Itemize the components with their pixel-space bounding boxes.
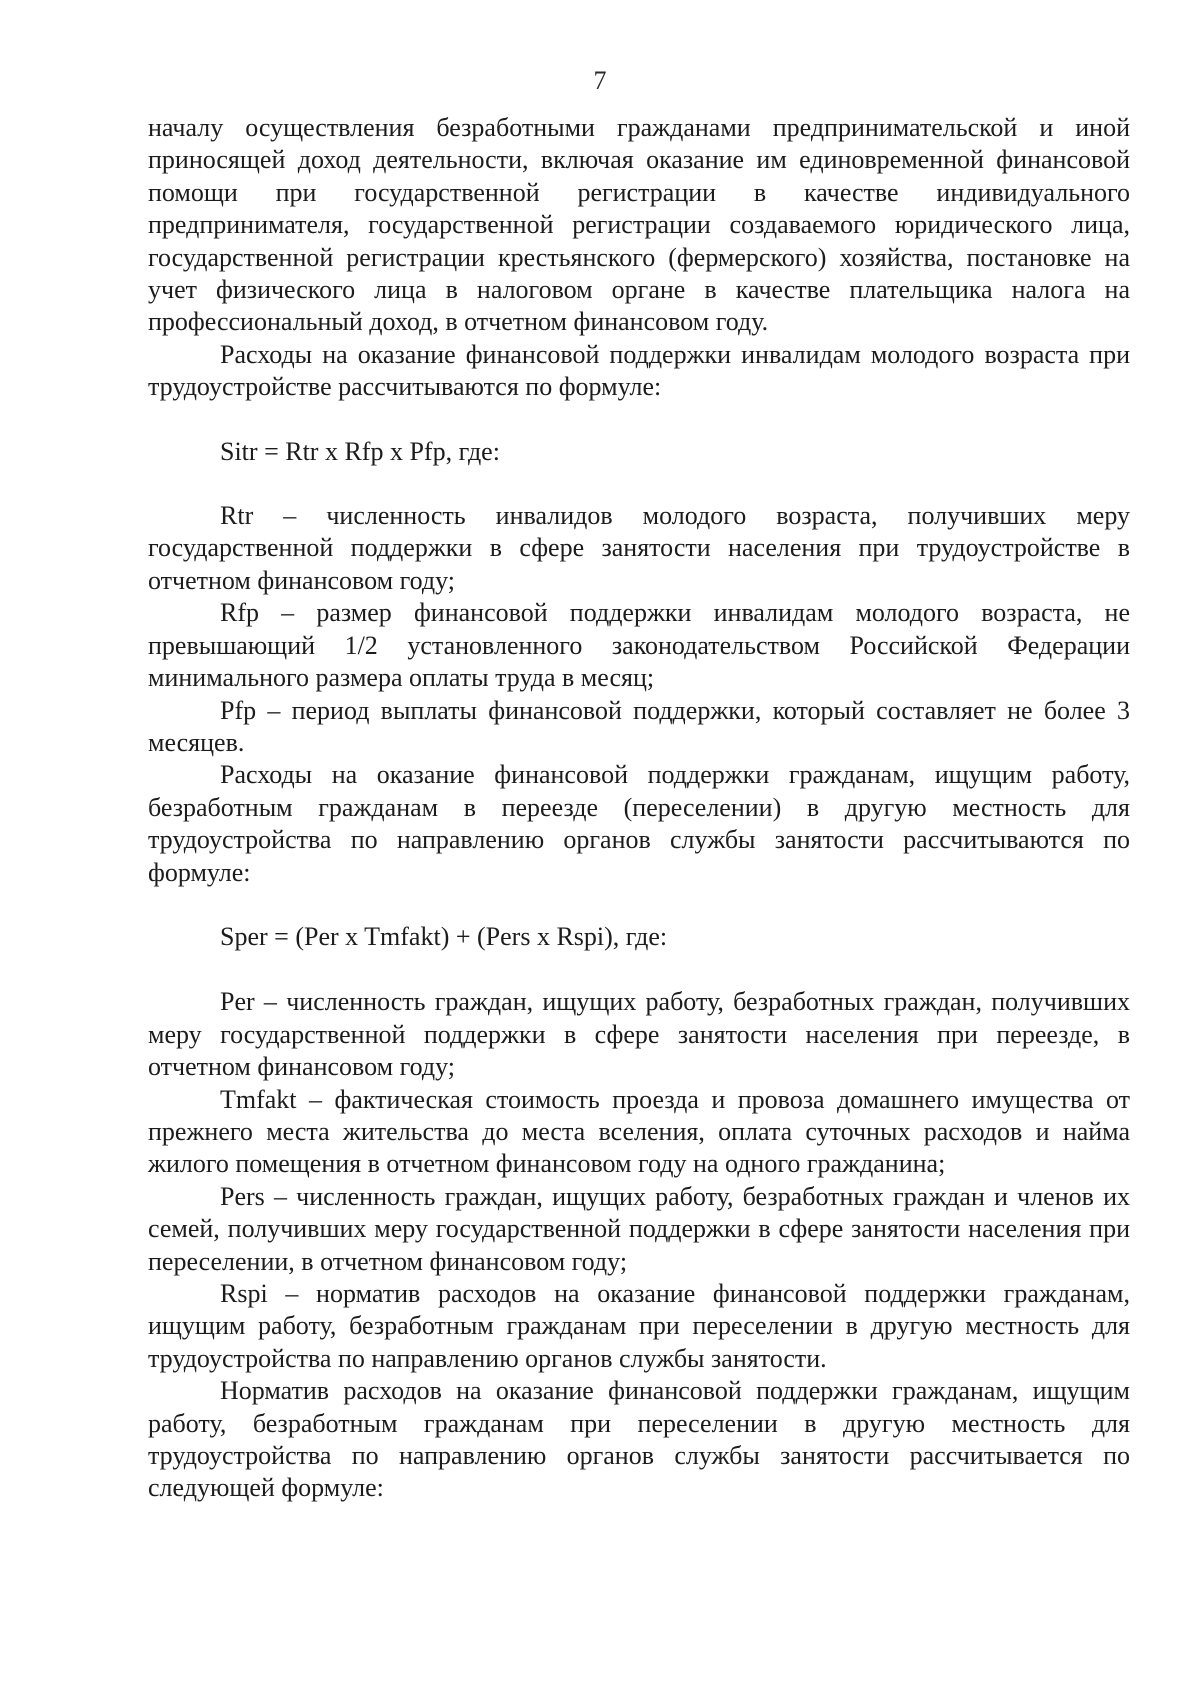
paragraph-sitr-intro: Расходы на оказание финансовой поддержки инвалидам молодого возраста при трудоустройстве рассчитываются по формуле:: [148, 339, 1130, 402]
paragraph-sper-intro: Расходы на оказание финансовой поддержки гражданам, ищущим работу, безработным гражданам в переезде (переселении) в другую местность для трудоустройства по направлению органов службы занятости рассчитываются по формуле:: [148, 760, 1130, 887]
definition-rspi: Rspi – норматив расходов на оказание финансовой поддержки гражданам, ищущим работу, безработным гражданам при переселении в другую местность для трудоустройства по направлению органов службы занятости.: [148, 1279, 1130, 1373]
page-number: 7: [593, 66, 607, 95]
definition-rtr: Rtr – численность инвалидов молодого возраста, получивших меру государственной поддержки в сфере занятости населения при трудоустройстве в отчетном финансовом году;: [148, 501, 1130, 595]
paragraph-continuation: началу осуществления безработными гражданами предпринимательской и иной приносящей доход деятельности, включая оказание им единовременной финансовой помощи при государственной регистрации в качестве индивидуального предпринимателя, государственной регистрации создаваемого юридического лица, государственной регистрации крестьянского (фермерского) хозяйства, постановке на учет физического лица в налоговом органе в качестве плательщика налога на профессиональный доход, в отчетном финансовом году.: [148, 113, 1130, 337]
formula-sitr: Sitr = Rtr x Rfp x Pfp, где:: [220, 436, 500, 466]
paragraph-rspi-norm-intro: Норматив расходов на оказание финансовой поддержки гражданам, ищущим работу, безработным гражданам при переселении в другую местность для трудоустройства по направлению органов службы занятости рассчитывается по следующей формуле:: [148, 1376, 1130, 1503]
definition-pers: Pers – численность граждан, ищущих работу, безработных граждан и членов их семей, получивших меру государственной поддержки в сфере занятости населения при переселении, в отчетном финансовом году;: [148, 1181, 1130, 1276]
definition-rfp: Rfp – размер финансовой поддержки инвалидам молодого возраста, не превышающий 1/2 установленного законодательством Российской Федерации минимального размера оплаты труда в месяц;: [148, 598, 1130, 693]
document-body: [148, 112, 1130, 1505]
definition-tmfakt: Tmfakt – фактическая стоимость проезда и провоза домашнего имущества от прежнего места жительства до места вселения, оплата суточных расходов и найма жилого помещения в отчетном финансовом году на одного гражданина;: [148, 1084, 1130, 1179]
formula-sper: Sper = (Per x Tmfakt) + (Pers x Rspi), где:: [220, 921, 668, 951]
definition-per: Per – численность граждан, ищущих работу, безработных граждан, получивших меру государственной поддержки в сфере занятости населения при переезде, в отчетном финансовом году;: [148, 987, 1130, 1082]
definition-pfp: Pfp – период выплаты финансовой поддержки, который составляет не более 3 месяцев.: [148, 695, 1130, 757]
